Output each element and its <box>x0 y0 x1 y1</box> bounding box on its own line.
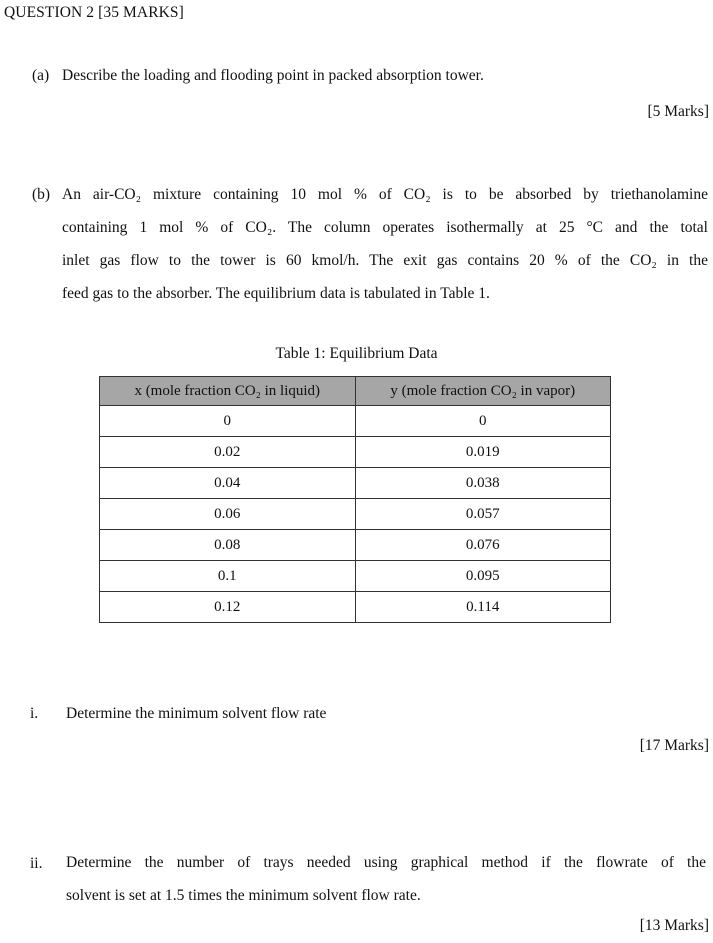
table-row <box>100 406 611 437</box>
sub-ii-paragraph <box>66 846 706 912</box>
table-row <box>100 499 611 530</box>
equilibrium-table <box>99 376 611 623</box>
header-y: y (mole fraction CO₂ in vapor) <box>355 377 611 406</box>
cell-x: 0.1 <box>100 561 356 592</box>
cell-x: 0.08 <box>100 530 356 561</box>
part-a-label: (a) <box>32 67 50 84</box>
cell-y: 0.114 <box>355 592 611 623</box>
sub-i-text: Determine the minimum solvent flow rate <box>66 705 327 722</box>
cell-y: 0 <box>355 406 611 437</box>
part-b-line: An air-CO₂ mixture containing 10 mol % of CO₂ is to be absorbed by triethanolamine <box>62 186 708 203</box>
cell-x: 0.02 <box>100 437 356 468</box>
cell-x: 0.06 <box>100 499 356 530</box>
table-header-row <box>100 377 611 406</box>
part-b-label: (b) <box>32 186 51 203</box>
part-a-text: Describe the loading and flooding point in packed absorption tower. <box>62 67 484 84</box>
sub-i-marks: [17 Marks] <box>639 737 709 754</box>
table-caption: Table 1: Equilibrium Data <box>275 345 438 362</box>
part-b-line: feed gas to the absorber. The equilibrium data is tabulated in Table 1. <box>62 285 490 302</box>
cell-x: 0 <box>100 406 356 437</box>
sub-ii-line: Determine the number of trays needed using graphical method if the flowrate of the <box>66 854 706 871</box>
part-b-paragraph <box>62 178 708 310</box>
part-b-line: inlet gas flow to the tower is 60 kmol/h. The exit gas contains 20 % of the CO₂ in the <box>62 252 708 269</box>
header-x: x (mole fraction CO₂ in liquid) <box>100 377 356 406</box>
cell-y: 0.019 <box>355 437 611 468</box>
cell-y: 0.038 <box>355 468 611 499</box>
sub-ii-label: ii. <box>30 855 43 872</box>
table-row <box>100 468 611 499</box>
sub-ii-line: solvent is set at 1.5 times the minimum solvent flow rate. <box>66 887 421 904</box>
table-row <box>100 561 611 592</box>
cell-x: 0.12 <box>100 592 356 623</box>
table-row <box>100 592 611 623</box>
cell-y: 0.095 <box>355 561 611 592</box>
cell-y: 0.057 <box>355 499 611 530</box>
sub-ii-marks: [13 Marks] <box>639 917 709 934</box>
table-row <box>100 437 611 468</box>
table-row <box>100 530 611 561</box>
part-a-marks: [5 Marks] <box>647 103 709 120</box>
part-b-line: containing 1 mol % of CO₂. The column operates isothermally at 25 °C and the total <box>62 219 708 236</box>
sub-i-label: i. <box>30 705 39 722</box>
cell-y: 0.076 <box>355 530 611 561</box>
question-title: QUESTION 2 [35 MARKS] <box>4 4 184 21</box>
cell-x: 0.04 <box>100 468 356 499</box>
